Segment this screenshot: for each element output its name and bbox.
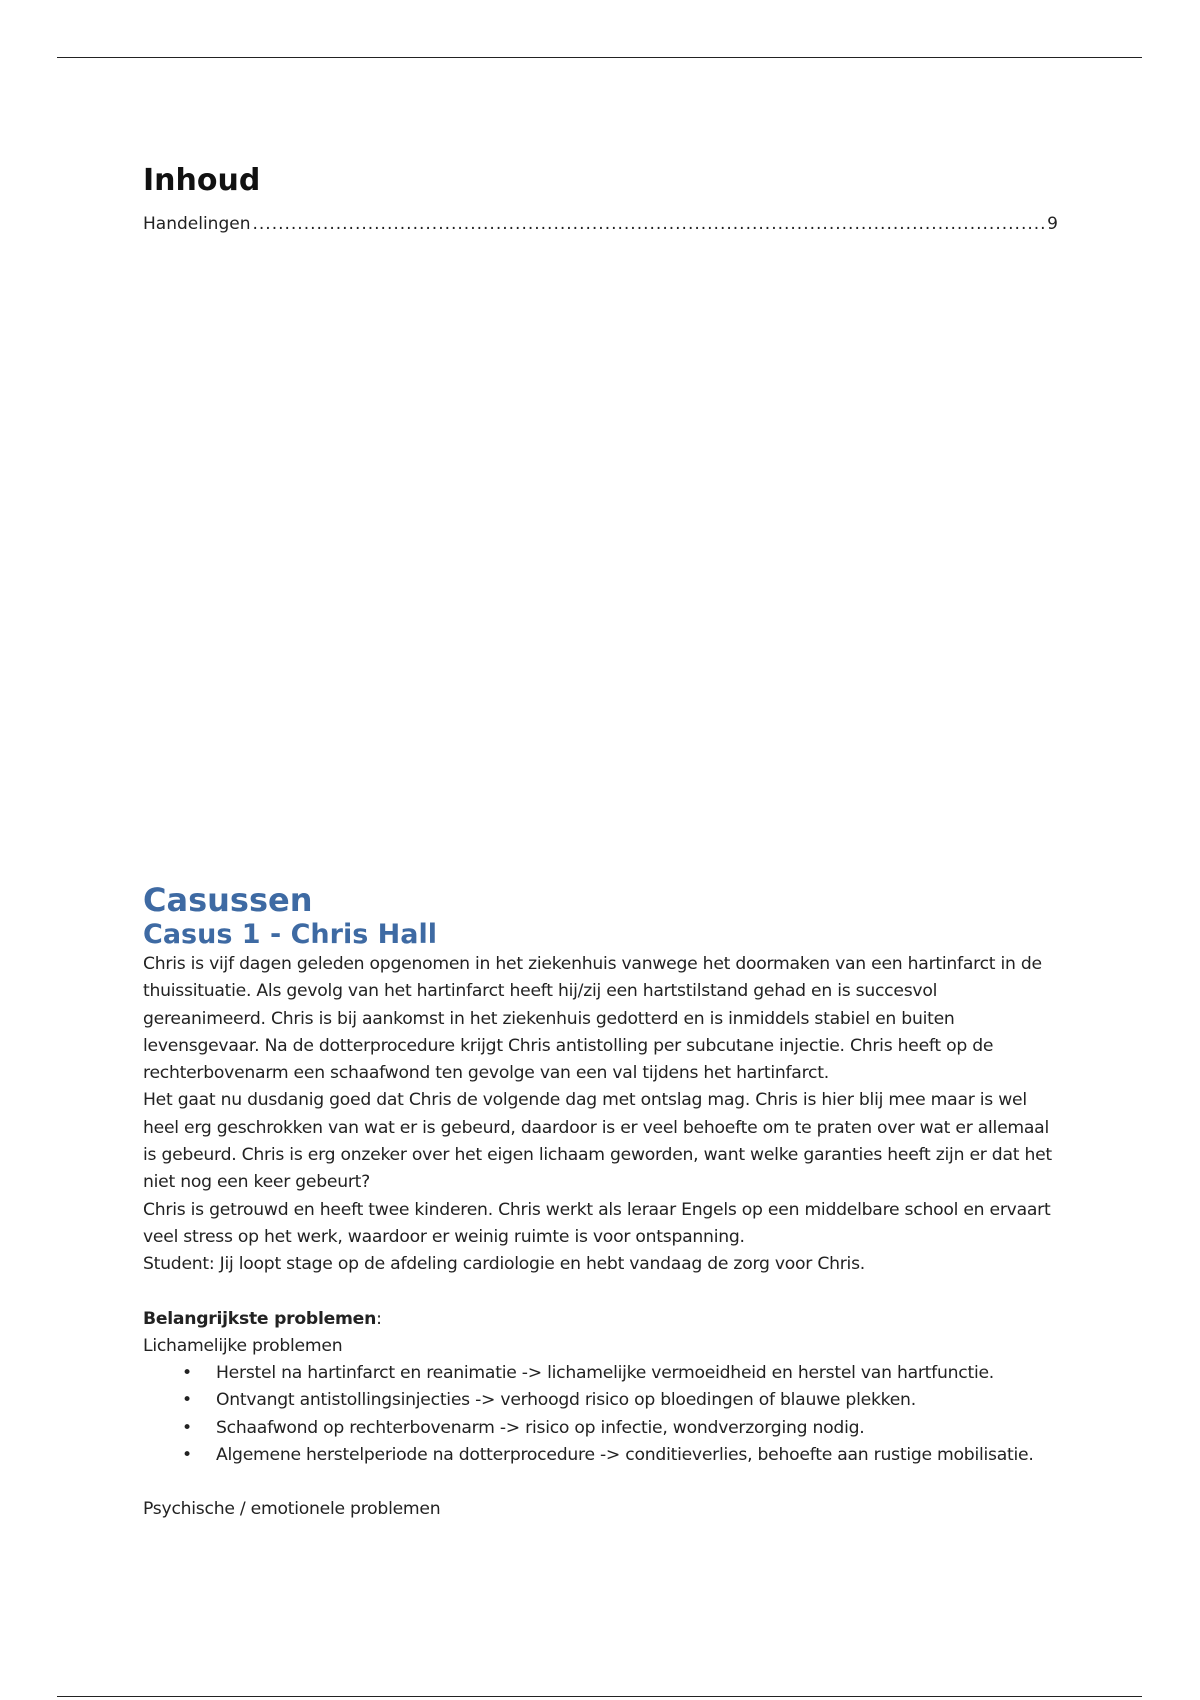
table-of-contents <box>143 163 1058 234</box>
header-rule <box>57 57 1142 58</box>
problems-heading-colon: : <box>376 1308 382 1329</box>
toc-entry-handelingen[interactable] <box>143 214 1058 234</box>
list-item <box>182 1387 1058 1414</box>
list-item-text: Schaafwond op rechterbovenarm -> risico op infectie, wondverzorging nodig. <box>216 1417 865 1438</box>
case-paragraph-3: Chris is getrouwd en heeft twee kinderen. Chris werkt als leraar Engels op een middelbare school en ervaart veel stress op het werk, waardoor er weinig ruimte is voor ontspanning. <box>143 1199 1051 1247</box>
list-item <box>182 1442 1058 1469</box>
list-item-text: Herstel na hartinfarct en reanimatie -> lichamelijke vermoeidheid en herstel van hartfunctie. <box>216 1363 995 1384</box>
document-body <box>143 881 1058 1524</box>
case-paragraph-2: Het gaat nu dusdanig goed dat Chris de volgende dag met ontslag mag. Chris is hier blij mee maar is wel heel erg geschrokken van wat er is gebeurd, daardoor is er veel behoefte om te praten over wat er allemaal is gebeurd. Chris is erg onzeker over het eigen lichaam geworden, want welke garanties heeft zijn er dat het niet nog een keer gebeurt? <box>143 1090 1052 1193</box>
list-item <box>182 1415 1058 1442</box>
physical-problems-label: Lichamelijke problemen <box>143 1335 343 1356</box>
spacer <box>143 1279 1058 1306</box>
psychic-problems-label: Psychische / emotionele problemen <box>143 1499 441 1520</box>
case-title: Casus 1 - Chris Hall <box>143 919 437 950</box>
footer-rule <box>57 1696 1142 1697</box>
list-item-text: Algemene herstelperiode na dotterprocedure -> conditieverlies, behoefte aan rustige mobilisatie. <box>216 1445 1034 1466</box>
bullet-icon: • <box>182 1417 192 1438</box>
case-paragraph-4: Student: Jij loopt stage op de afdeling cardiologie en hebt vandaag de zorg voor Chris. <box>143 1254 865 1275</box>
bullet-icon: • <box>182 1445 192 1466</box>
case-paragraph-1: Chris is vijf dagen geleden opgenomen in het ziekenhuis vanwege het doormaken van een hartinfarct in de thuissituatie. Als gevolg van het hartinfarct heeft hij/zij een hartstilstand gehad en is succesvol gereanimeerd. Chris is bij aankomst in het ziekenhuis gedotterd en is inmiddels stabiel en buiten levensgevaar. Na de dotterprocedure krijgt Chris antistolling per subcutane injectie. Chris heeft op de rechterbovenarm een schaafwond ten gevolge van een val tijdens het hartinfarct. <box>143 954 1042 1084</box>
bullet-icon: • <box>182 1363 192 1384</box>
problems-heading-line <box>143 1306 1058 1333</box>
list-item-text: Ontvangt antistollingsinjecties -> verhoogd risico op bloedingen of blauwe plekken. <box>216 1390 916 1411</box>
bullet-icon: • <box>182 1390 192 1411</box>
toc-title: Inhoud <box>143 163 261 198</box>
toc-entry-label: Handelingen <box>143 214 251 234</box>
section-heading: Casussen <box>143 881 313 919</box>
physical-problems-list <box>143 1360 1058 1469</box>
spacer <box>143 1469 1058 1496</box>
problems-heading: Belangrijkste problemen <box>143 1308 377 1329</box>
toc-entry-page: 9 <box>1047 214 1058 234</box>
toc-dot-leader <box>252 214 1045 234</box>
list-item <box>182 1360 1058 1387</box>
